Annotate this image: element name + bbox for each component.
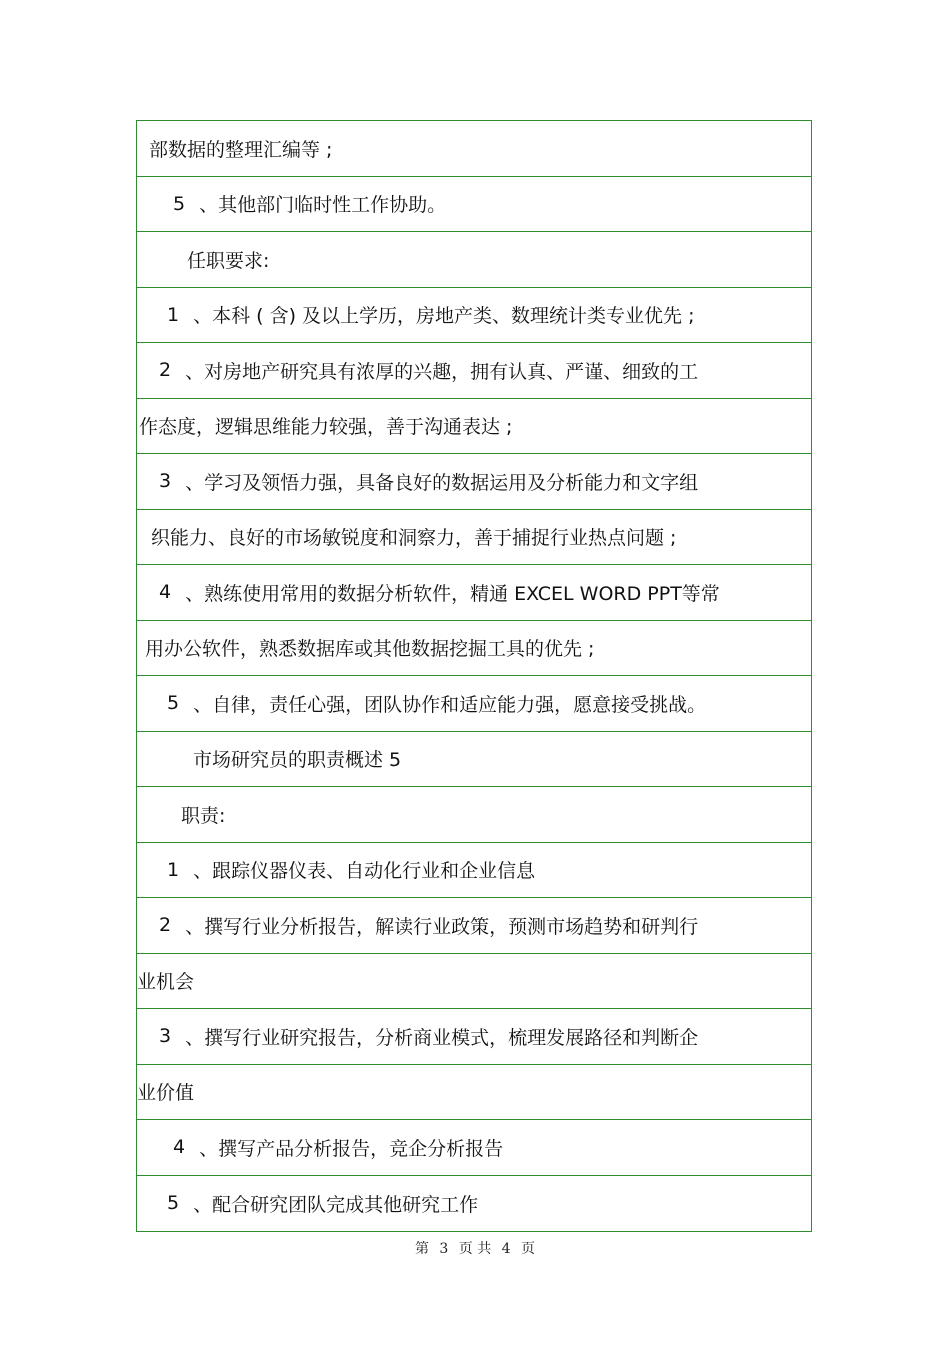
table-row [137, 177, 811, 233]
table-row [137, 954, 811, 1010]
row-text: 、跟踪仪器仪表、自动化行业和企业信息 [193, 860, 536, 883]
row-text: 部数据的整理汇编等 ; [149, 138, 333, 161]
row-text: 用办公软件，熟悉数据库或其他数据挖掘工具的优先 ; [145, 638, 595, 661]
row-text: 作态度，逻辑思维能力较强，善于沟通表达 ; [139, 416, 513, 439]
table-row [137, 343, 811, 399]
footer-total-pages: 4 [501, 1241, 511, 1257]
table-row [137, 565, 811, 621]
item-number: 1 [167, 858, 180, 881]
item-number: 3 [159, 1025, 172, 1048]
table-row [137, 454, 811, 510]
table-row [137, 732, 811, 788]
table-row [137, 510, 811, 566]
table-row [137, 232, 811, 288]
footer-current-page: 3 [439, 1241, 449, 1257]
row-text: 任职要求: [187, 249, 270, 272]
item-number: 5 [167, 1192, 180, 1215]
table-row [137, 1065, 811, 1121]
row-text: 、撰写行业研究报告，分析商业模式，梳理发展路径和判断企 [185, 1026, 699, 1049]
row-text: 、对房地产研究具有浓厚的兴趣，拥有认真、严谨、细致的工 [185, 360, 699, 383]
item-number: 3 [159, 470, 172, 493]
row-text: 、自律，责任心强，团队协作和适应能力强，愿意接受挑战。 [193, 693, 707, 716]
row-text: 、撰写产品分析报告，竞企分析报告 [199, 1137, 504, 1160]
row-text: 市场研究员的职责概述 5 [193, 749, 402, 772]
item-number: 5 [173, 192, 186, 215]
row-text: 、其他部门临时性工作协助。 [199, 194, 447, 217]
row-text: 、熟练使用常用的数据分析软件，精通 EXCEL WORD PPT等常 [185, 582, 720, 605]
table-row [137, 621, 811, 677]
table-row [137, 1009, 811, 1065]
row-text: 、本科 ( 含) 及以上学历，房地产类、数理统计类专业优先 ; [193, 305, 695, 328]
table-row [137, 1120, 811, 1176]
item-number: 1 [167, 303, 180, 326]
table-row [137, 843, 811, 899]
row-text: 业价值 [137, 1082, 195, 1105]
table-row [137, 1176, 811, 1232]
row-text: 、配合研究团队完成其他研究工作 [193, 1193, 479, 1216]
item-number: 4 [159, 581, 172, 604]
table-row [137, 898, 811, 954]
footer-middle: 页 共 [458, 1241, 492, 1257]
item-number: 2 [159, 359, 172, 382]
row-text: 职责: [181, 804, 226, 827]
item-number: 2 [159, 914, 172, 937]
table-row [137, 399, 811, 455]
footer-prefix: 第 [414, 1241, 429, 1257]
row-text: 业机会 [137, 971, 195, 994]
item-number: 4 [173, 1136, 186, 1159]
page-footer [0, 1238, 950, 1258]
table-row [137, 288, 811, 344]
row-text: 、撰写行业分析报告，解读行业政策，预测市场趋势和研判行 [185, 915, 699, 938]
table-row [137, 121, 811, 177]
table-row [137, 787, 811, 843]
table-row [137, 676, 811, 732]
item-number: 5 [167, 692, 180, 715]
content-table [136, 120, 812, 1232]
footer-suffix: 页 [521, 1241, 536, 1257]
row-text: 织能力、良好的市场敏锐度和洞察力，善于捕捉行业热点问题 ; [151, 527, 677, 550]
row-text: 、学习及领悟力强，具备良好的数据运用及分析能力和文字组 [185, 471, 699, 494]
